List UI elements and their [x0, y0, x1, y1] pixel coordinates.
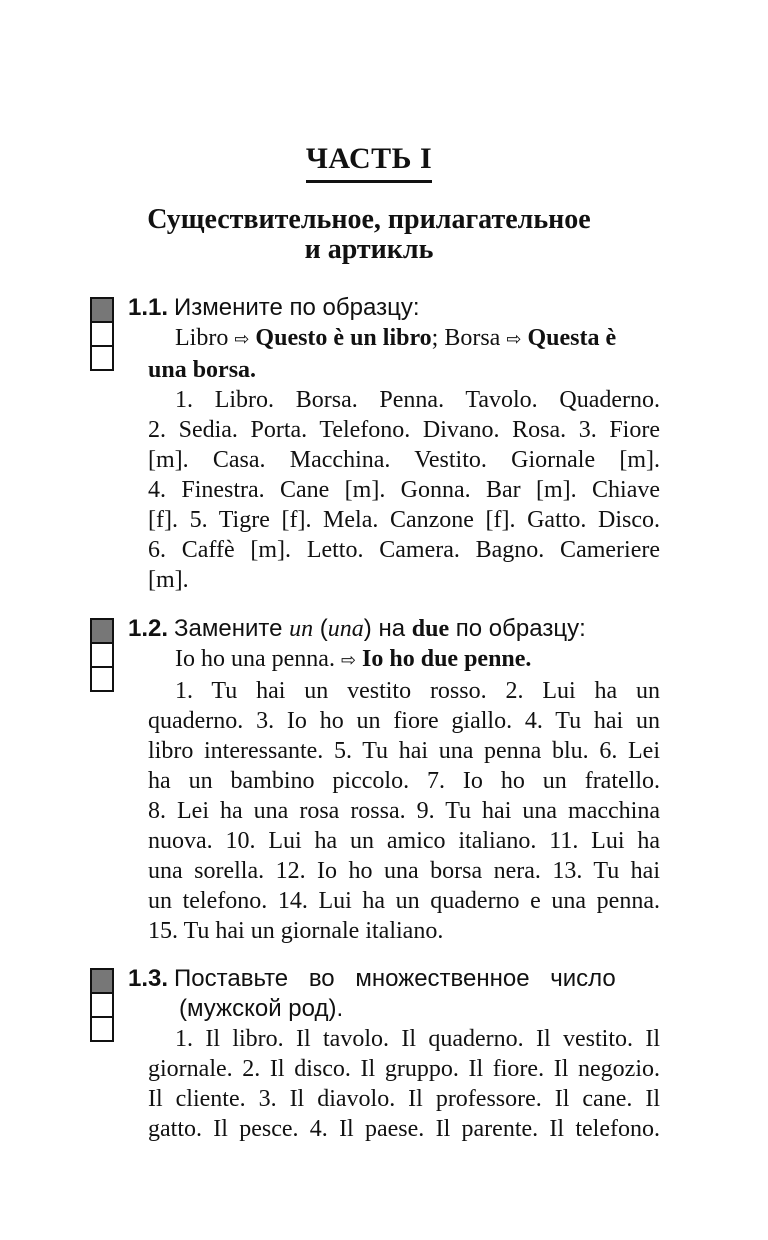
text-line: nuova. 10. Lui ha un amico italiano. 11. Lui ha [148, 828, 660, 854]
arrow-icon: ⇨ [506, 329, 522, 350]
text-line: [m]. [148, 567, 189, 593]
example-answer: Questo è un libro [255, 325, 432, 351]
exercise-instruction: Измените по образцу: [174, 294, 420, 321]
example-word: Libro [175, 325, 229, 351]
exercise-1-1 [90, 293, 660, 595]
instruction-text: на [378, 615, 406, 642]
exercise-number: 1.3. [128, 965, 169, 992]
checkbox-2[interactable] [90, 321, 114, 345]
text-line: 6. Caffè [m]. Letto. Camera. Bagno. Cameriere [148, 537, 660, 563]
exercise-example [148, 644, 660, 676]
exercise-instruction-cont: (мужской род). [179, 995, 344, 1022]
text-line: un telefono. 14. Lui ha un quaderno e una penna. [148, 888, 660, 914]
exercise-1-3 [90, 964, 660, 1144]
text-line: 1. Il libro. Il tavolo. Il quaderno. Il vestito. Il [175, 1026, 660, 1052]
text-line: ha un bambino piccolo. 7. Io ho un fratello. [148, 768, 660, 794]
text-line: giornale. 2. Il disco. Il gruppo. Il fiore. Il negozio. [148, 1056, 660, 1082]
checkbox-1[interactable] [90, 618, 114, 642]
text-line: Il cliente. 3. Il diavolo. Il professore. Il cane. Il [148, 1086, 660, 1112]
instruction-text: Замените [174, 615, 283, 642]
progress-checkboxes [90, 968, 116, 1042]
text-line: [m]. Casa. Macchina. Vestito. Giornale [m]. [148, 447, 660, 473]
instruction-term: una [327, 616, 364, 642]
text-line: 15. Tu hai un giornale italiano. [148, 918, 444, 944]
instruction-term: un [289, 616, 314, 642]
section-title-line2: и артикль [304, 234, 434, 265]
section-title [0, 205, 738, 265]
progress-checkboxes [90, 618, 116, 692]
exercise-instruction: Поставьте во множественное число [174, 965, 616, 992]
exercise-example [148, 323, 660, 385]
checkbox-3[interactable] [90, 345, 114, 371]
checkbox-3[interactable] [90, 666, 114, 692]
checkbox-3[interactable] [90, 1016, 114, 1042]
text-line: 1. Tu hai un vestito rosso. 2. Lui ha un [175, 678, 660, 704]
exercise-heading [128, 964, 660, 1024]
instruction-text: по образцу: [455, 615, 586, 642]
part-title-text: ЧАСТЬ I [306, 142, 432, 183]
text-line: 4. Finestra. Cane [m]. Gonna. Bar [m]. Chiave [148, 477, 660, 503]
section-title-line1: Существительное, прилагательное [147, 204, 591, 235]
exercise-1-2 [90, 614, 660, 946]
exercise-body [148, 1024, 660, 1144]
exercise-body [148, 385, 660, 595]
text-line: 8. Lei ha una rosa rossa. 9. Tu hai una macchina [148, 798, 660, 824]
text-line: 2. Sedia. Porta. Telefono. Divano. Rosa. 3. Fiore [148, 417, 660, 443]
text-line: libro interessante. 5. Tu hai una penna blu. 6. Lei [148, 738, 660, 764]
example-answer: Questa è [527, 325, 617, 351]
arrow-icon: ⇨ [340, 650, 357, 671]
example-separator: ; Borsa [431, 325, 501, 351]
progress-checkboxes [90, 297, 116, 371]
exercise-heading [128, 293, 660, 323]
arrow-icon: ⇨ [234, 329, 250, 350]
text-line: una sorella. 12. Io ho una borsa nera. 13. Tu hai [148, 858, 660, 884]
checkbox-1[interactable] [90, 297, 114, 321]
text-line: quaderno. 3. Io ho un fiore giallo. 4. Tu hai un [148, 708, 660, 734]
checkbox-2[interactable] [90, 992, 114, 1016]
text-line: [f]. 5. Tigre [f]. Mela. Canzone [f]. Gatto. Disco. [148, 507, 660, 533]
exercise-number: 1.2. [128, 615, 169, 642]
text-line: gatto. Il pesce. 4. Il paese. Il parente. Il telefono. [148, 1116, 660, 1142]
example-answer: Io ho due penne. [362, 646, 532, 672]
exercise-heading: 1.2. Замените un (una) на due по образцу: [128, 615, 586, 642]
checkbox-1[interactable] [90, 968, 114, 992]
checkbox-2[interactable] [90, 642, 114, 666]
example-answer-cont: una borsa. [148, 357, 257, 383]
example-sentence: Io ho una penna. [175, 646, 335, 672]
part-title [0, 142, 738, 183]
instruction-term: due [411, 616, 450, 642]
exercise-number: 1.1. [128, 294, 169, 321]
exercise-body [148, 676, 660, 946]
text-line: 1. Libro. Borsa. Penna. Tavolo. Quaderno. [175, 387, 660, 413]
